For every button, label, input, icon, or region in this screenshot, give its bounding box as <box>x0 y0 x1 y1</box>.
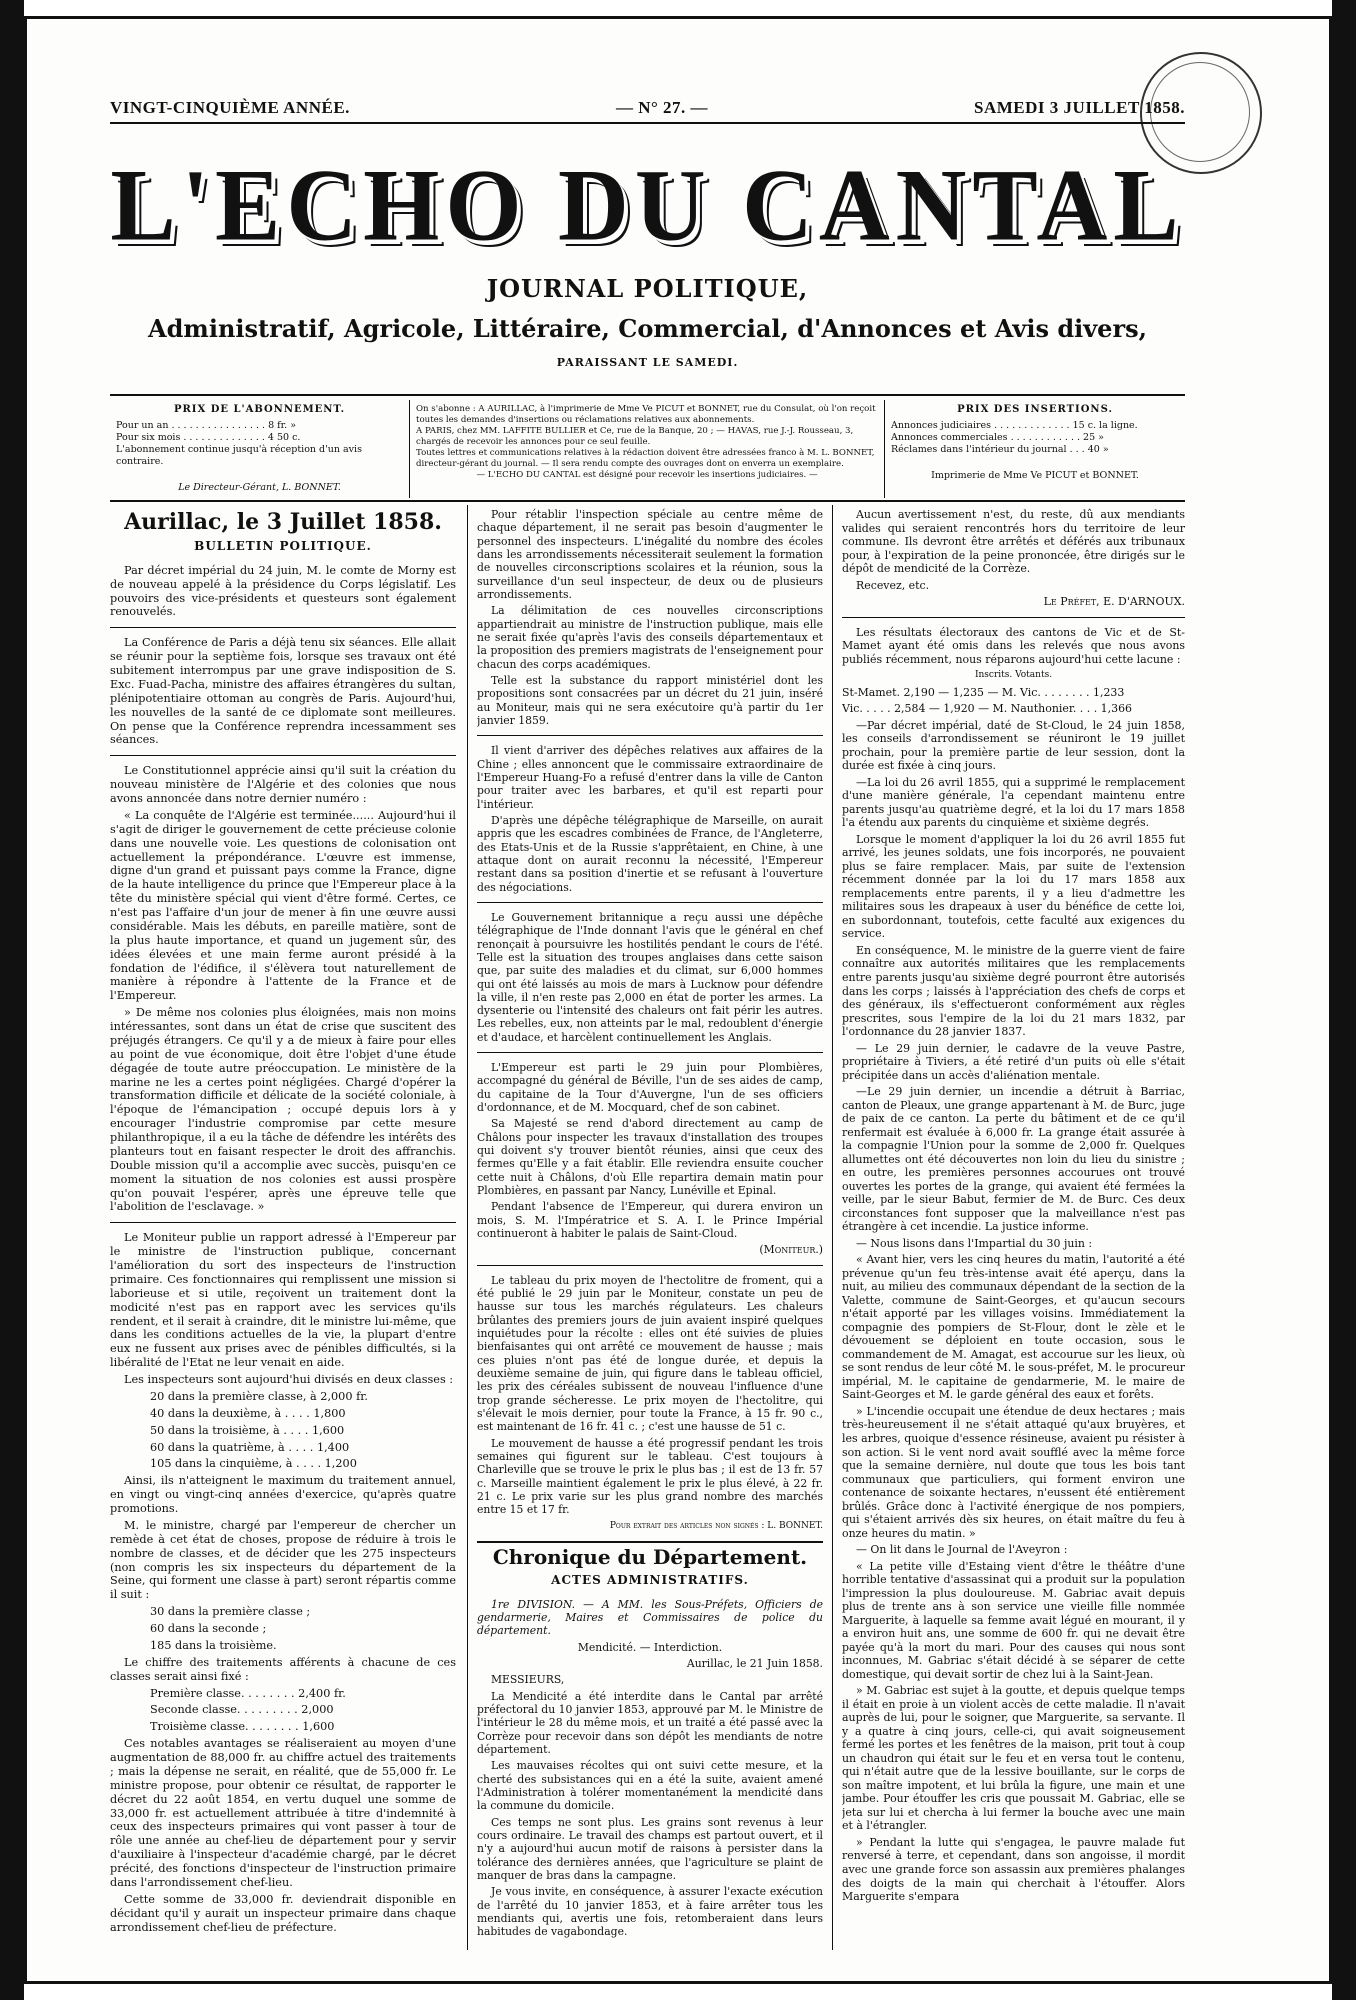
paragraph: Le mouvement de hausse a été progressif pendant les trois semaines qui figurent sur le tableau. C'est toujours à Charleville que se trouve le prix le plus bas ; il est de 13 fr. 57 c. Marseille maintient également le prix le plus élevé, à 22 fr. 21 c. Le prix varie sur les plus grand nombre des marchés entre 15 et 17 fr. <box>477 1436 823 1517</box>
subscription-line: L'abonnement continue jusqu'à réception d'un avis contraire. <box>116 444 362 467</box>
column-divider <box>832 505 833 1950</box>
paragraph: « La petite ville d'Estaing vient d'être le théâtre d'une horrible tentative d'assassinat qui a produit sur la population l'impression la plus douloureuse. M. Gabriac avait depuis plus de trente ans à son service une vieille fille nommée Marguerite, à laquelle sa femme avait légué en mourant, il y a environ huit ans, une somme de 600 fr. qui ne devait être payée qu'à la mort du mari. Pour des causes qui nous sont inconnues, M. Gabriac s'était décidé à se séparer de cette domestique, qui devait sortir de chez lui à la Saint-Jean. <box>842 1559 1185 1681</box>
paragraph: Je vous invite, en conséquence, à assurer l'exacte exécution de l'arrêté du 10 janvier 1853, et à faire arrêter tous les mendiants qui, avertis une fois, retomberaient dans leurs habitudes de vagabondage. <box>477 1885 823 1939</box>
list-item: 20 dans la première classe, à 2,000 fr. <box>150 1389 368 1403</box>
info-line: On s'abonne : A AURILLAC, à l'imprimerie de Mme Ve PICUT et BONNET, rue du Consulat, où l'on reçoit toutes les demandes d'insertions ou réclamations relatives aux abonnements. <box>416 404 876 425</box>
list-item: Seconde classe. . . . . . . . . 2,000 <box>150 1703 334 1717</box>
subscription-heading: PRIX DE L'ABONNEMENT. <box>173 404 346 415</box>
column-3 <box>842 508 1185 1907</box>
list-item: Première classe. . . . . . . . 2,400 fr. <box>150 1686 346 1700</box>
list-item: Troisième classe. . . . . . . . 1,600 <box>150 1720 335 1734</box>
masthead-frequency: PARAISSANT LE SAMEDI. <box>556 356 739 369</box>
separator <box>477 1541 823 1543</box>
paragraph: — On lit dans le Journal de l'Aveyron : <box>856 1543 1068 1557</box>
info-line: Toutes lettres et communications relatives à la rédaction doivent être adressées franco à M. L. BONNET, directeur-gérant du journal. — Il sera rendu compte des ouvrages dont on enverra un exemplaire. <box>416 448 875 469</box>
list-item: 40 dans la deuxième, à . . . . 1,800 <box>150 1406 346 1420</box>
insertions-line: Réclames dans l'intérieur du journal . . . 40 » <box>891 444 1109 455</box>
source-credit: Pour extrait des articles non signés : L. BONNET. <box>609 1520 823 1531</box>
manager-line: Le Directeur-Gérant, L. BONNET. <box>178 482 341 493</box>
masthead-tagline: Administratif, Agricole, Littéraire, Commercial, d'Annonces et Avis divers, <box>148 314 1147 343</box>
masthead-subtitle: JOURNAL POLITIQUE, <box>486 274 809 303</box>
paragraph: Le chiffre des traitements afférents à chacune de ces classes serait ainsi fixé : <box>110 1655 456 1683</box>
insertions-box <box>885 400 1185 498</box>
paragraph: Cette somme de 33,000 fr. deviendrait disponible en décidant qu'il y aurait un inspecteur primaire dans chaque arrondissement chef-lieu de préfecture. <box>110 1892 456 1934</box>
pricing-block <box>110 400 1185 498</box>
issue-number: — N° 27. — <box>615 98 709 117</box>
list-item: 30 dans la première classe ; <box>150 1605 311 1619</box>
paragraph: Les inspecteurs sont aujourd'hui divisés en deux classes : <box>124 1373 454 1386</box>
signature: Le Préfet, E. D'ARNOUX. <box>1043 595 1185 609</box>
edition-line <box>110 98 1185 118</box>
info-box <box>410 400 885 498</box>
insertions-line: Annonces commerciales . . . . . . . . . . . . 25 » <box>891 432 1104 443</box>
paragraph: Le tableau du prix moyen de l'hectolitre de froment, qui a été publié le 29 juin par le Moniteur, constate un peu de hausse sur tous les marchés régulateurs. Les chaleurs brûlantes des premiers jours de juin avaient inspiré quelques inquiétudes pour la récolte : elles ont été suivies de pluies bienfaisantes qui ont arrêté ce mouvement de hausse ; mais ces pluies n'ont pas été de longue durée, et depuis la deuxième semaine de juin, qui figure dans le tableau officiel, les prix des céréales subissent de nouveau l'influence d'une trop grande sécheresse. Le prix moyen de l'hectolitre, qui s'élevait le mois dernier, pour toute la France, à 15 fr. 90 c., est maintenant de 16 fr. 41 c. ; c'est une hausse de 51 c. <box>477 1273 823 1434</box>
paragraph: —La loi du 26 avril 1855, qui a supprimé le remplacement d'une manière générale, l'a cependant maintenu entre parents jusqu'au quatrième degré, et la loi du 17 mars 1858 l'a étendu aux parents du cinquième et sixième degrés. <box>842 775 1185 830</box>
list-item: 60 dans la seconde ; <box>150 1622 267 1635</box>
paragraph: Telle est la substance du rapport ministériel dont les propositions sont consacrées par un décret du 21 juin, inséré au Moniteur, mais qui ne sera exécutoire qu'à partir du 1er janvier 1859. <box>477 673 823 727</box>
masthead-title: L'ECHO DU CANTAL <box>110 149 1185 263</box>
circular-address: 1re DIVISION. — A MM. les Sous-Préfets, Officiers de gendarmerie, Maires et Commissaires de police du département. <box>477 1597 823 1638</box>
paragraph: Lorsque le moment d'appliquer la loi du 26 avril 1855 fut arrivé, les jeunes soldats, une fois incorporés, ne pouvaient plus se faire remplacer. Mais, par suite de l'extension récemment donnée par la loi du 17 mars 1858 aux remplacements entre parents, il y a lieu d'admettre les militaires sous les drapeaux à user du bénéfice de cette loi, en subordonnant, toutefois, cette faculté aux exigences du service. <box>842 832 1185 941</box>
paragraph: Les mauvaises récoltes qui ont suivi cette mesure, et la cherté des subsistances qui en a été la suite, avaient amené l'Administration à tolérer momentanément la mendicité dans la commune du domicile. <box>477 1759 823 1813</box>
column-2 <box>477 508 823 1942</box>
paragraph: Les résultats électoraux des cantons de Vic et de St-Mamet ayant été omis dans les relevés que nous avons publiés récemment, nous réparons aujourd'hui cette lacune : <box>842 625 1185 666</box>
subscription-box <box>110 400 410 498</box>
year-label: VINGT-CINQUIÈME ANNÉE. <box>110 98 350 117</box>
section-heading: ACTES ADMINISTRATIFS. <box>551 1573 749 1588</box>
paragraph: Recevez, etc. <box>856 578 930 592</box>
list-item: 60 dans la quatrième, à . . . . 1,400 <box>150 1440 350 1454</box>
column-divider <box>467 505 468 1950</box>
paragraph: — Nous lisons dans l'Impartial du 30 juin : <box>856 1236 1093 1250</box>
separator <box>477 1265 823 1266</box>
columns-top-rule <box>110 500 1185 502</box>
issue-date: SAMEDI 3 JUILLET 1858. <box>974 98 1185 117</box>
paragraph: Par décret impérial du 24 juin, M. le comte de Morny est de nouveau appelé à la présidence du Corps législatif. Les pouvoirs des vice-présidents et questeurs sont également renouvelés. <box>110 563 456 619</box>
left-margin-shadow <box>0 0 24 2000</box>
paragraph: La délimitation de ces nouvelles circonscriptions appartiendrait au ministre de l'instruction publique, mais elle ne serait fixée qu'après l'avis des conseils départementaux et la proposition des premiers magistrats de l'enseignement pour chacun des corps académiques. <box>477 604 823 671</box>
insertions-line: Annonces judiciaires . . . . . . . . . . . . . 15 c. la ligne. <box>891 420 1138 431</box>
paragraph: Le Gouvernement britannique a reçu aussi une dépêche télégraphique de l'Inde donnant l'avis que le général en chef renonçait à poursuivre les hostilités pendant le cours de l'été. Telle est la situation des troupes anglaises dans cette saison que, par suite des maladies et du climat, sur 6,000 hommes qui ont été laissés au mois de mars à Lucknow pour défendre la ville, il n'en reste pas 2,000 en état de porter les armes. La dysenterie ou l'intensité des chaleurs ont fait périr les autres. Les rebelles, eux, non atteints par le mal, redoublent d'énergie et d'audace, et harcèlent continuellement les Anglais. <box>477 910 823 1044</box>
paragraph: » M. Gabriac est sujet à la goutte, et depuis quelque temps il était en proie à un violent accès de cette maladie. Il n'avait auprès de lui, pour le soigner, que Marguerite, sa servante. Il y a quatre à cinq jours, celle-ci, qui avait soigneusement fermé les portes et les fenêtres de la maison, prit tout à coup un chaudron qui était sur le feu et en versa tout le contenu, qui n'était autre que de la lessive bouillante, sur le corps de son maître impotent, et lui brûla la figure, une main et une jambe. Pour étouffer les cris que poussait M. Gabriac, elle se jeta sur lui et chercha à lui fermer la bouche avec une main et à l'étrangler. <box>842 1684 1185 1833</box>
paragraph: » L'incendie occupait une étendue de deux hectares ; mais très-heureusement il ne s'était attaqué qu'aux bruyères, et les arbres, quoique d'essence résineuse, avaient pu résister à son action. Si le vent nord avait soufflé avec la même force que la semaine dernière, nul doute que tous les bois tant communaux que particuliers, qui forment environ une contenance de soixante hectares, n'eussent été entièrement brûlés. Grâce donc à l'activité énergique de nos pompiers, qui s'étaient arrivés dès six heures, on était maître du feu à onze heures du matin. » <box>842 1404 1185 1540</box>
paragraph: Le Moniteur publie un rapport adressé à l'Empereur par le ministre de l'instruction publique, concernant l'amélioration du sort des inspecteurs de l'instruction primaire. Ces fonctionnaires qui remplissent une mission si laborieuse et si utile, reçoivent un traitement dont la modicité n'est pas en rapport avec les services qu'ils rendent, et il serait à craindre, dit le ministre lui-même, que dans les conditions actuelles de la vie, la plupart d'entre eux ne fussent aux prises avec de pénibles difficultés, si la libéralité de l'Etat ne leur venait en aide. <box>110 1231 456 1370</box>
header-rule <box>110 394 1185 396</box>
dateline: Aurillac, le 3 Juillet 1858. <box>124 509 442 535</box>
paragraph: La Conférence de Paris a déjà tenu six séances. Elle allait se réunir pour la septième fois, lorsque ses travaux ont été subitement interrompus par une grave indisposition de S. Exc. Fuad-Pacha, ministre des affaires étrangères du sultan, plénipotentiaire ottoman au congrès de Paris. Aujourd'hui, les nouvelles de la santé de ce diplomate sont meilleures. On pense que la Conférence reprendra incessamment ses séances. <box>110 636 456 747</box>
salutation: MESSIEURS, <box>491 1673 565 1687</box>
subscription-line: Pour un an . . . . . . . . . . . . . . . . 8 fr. » <box>116 420 297 431</box>
printer-line: Imprimerie de Mme Ve PICUT et BONNET. <box>931 470 1139 481</box>
source-credit: (Moniteur.) <box>759 1243 823 1257</box>
paragraph: Pendant l'absence de l'Empereur, qui durera environ un mois, S. M. l'Impératrice et S. A. I. le Prince Impérial continueront à habiter le palais de Saint-Cloud. <box>477 1200 823 1241</box>
paragraph: Aucun avertissement n'est, du reste, dû aux mendiants valides qui seraient rencontrés hors du territoire de leur commune. Ils devront être arrêtés et déférés aux tribunaux pour, à l'expiration de la peine prononcée, être dirigés sur le dépôt de mendicité de la Corrèze. <box>842 508 1185 576</box>
paragraph: » De même nos colonies plus éloignées, mais non moins intéressantes, sont dans un état de crise que suscitent des préjugés étrangers. Ce qu'il y a de mieux à faire pour elles au point de vue économique, doit être l'objet d'une étude dégagée de toute autre préoccupation. Le ministère de la marine ne les a certes point négligées. Chargé d'opérer la transformation difficile et délicate de la société coloniale, à l'époque de l'émancipation ; occupé depuis lors à y encourager l'industrie compromise par cette mesure philanthropique, il a eu la tâche de défendre les intérêts des planteurs tout en faisant respecter le droit des affranchis. Double mission qu'il a accomplie avec succès, puisqu'en ce moment la situation de nos colonies est aussi prospère qu'on pouvait l'espérer, après une épreuve telle que l'abolition de l'esclavage. » <box>110 1006 456 1214</box>
paragraph: L'Empereur est parti le 29 juin pour Plombières, accompagné du général de Béville, l'un de ses aides de camp, du capitaine de la Tour d'Auvergne, l'un de ses officiers d'ordonnance, et de M. Mocquard, chef de son cabinet. <box>477 1061 823 1115</box>
info-line: A PARIS, chez MM. LAFFITE BULLIER et Ce, rue de la Banque, 20 ; — HAVAS, rue J.-J. Rousseau, 3, chargés de recevoir les annonces pour ce seul feuille. <box>416 426 854 447</box>
paragraph: » Pendant la lutte qui s'engagea, le pauvre malade fut renversé à terre, et cependant, dans son angoisse, il mordit avec une grande force son assassin aux premières phalanges des doigts de la main qui cherchait à l'étouffer. Alors Marguerite s'empara <box>842 1835 1185 1904</box>
list-item: 185 dans la troisième. <box>150 1638 277 1652</box>
top-rule <box>110 122 1185 124</box>
paragraph: D'après une dépêche télégraphique de Marseille, on aurait appris que les escadres combinées de France, de l'Angleterre, des Etats-Unis et de la Russie s'apprêtaient, en Chine, à une attaque dont on aurait reconnu la nécessité, l'Empereur restant dans sa position d'inertie et se refusant à l'ouverture des négociations. <box>477 813 823 894</box>
paragraph: —Par décret impérial, daté de St-Cloud, le 24 juin 1858, les conseils d'arrondissement se réuniront le 19 juillet prochain, pour la première partie de leur session, dont la durée est fixée à cinq jours. <box>842 718 1185 773</box>
paragraph: En conséquence, M. le ministre de la guerre vient de faire connaître aux autorités militaires que les remplacements entre parents jusqu'au sixième degré pourront être autorisés dans les corps ; laissés à l'appréciation des chefs de corps et des généraux, ils s'effectueront conformément aux règles prescrites, sous l'empire de la loi du 21 mars 1832, par l'ordonnance du 28 janvier 1837. <box>842 943 1185 1039</box>
paragraph: « Avant hier, vers les cinq heures du matin, l'autorité a été prévenue qu'un feu très-intense avait été aperçu, dans la nuit, au milieu des communaux dépendant de la section de la Valette, commune de Saint-Georges, et qu'aucun secours n'était apporté par les villages voisins. Immédiatement la compagnie des pompiers de St-Flour, dont le zèle et le dévouement se déploient en toute occasion, sous le commandement de M. Amagat, est accourue sur les lieux, où se sont rendus de leur côté M. le sous-préfet, M. le procureur impérial, M. le capitaine de gendarmerie, M. le maire de Saint-Georges et M. le garde général des eaux et forêts. <box>842 1253 1185 1402</box>
paragraph: « La conquête de l'Algérie est terminée...... Aujourd'hui il s'agit de diriger le gouvernement de cette précieuse colonie dans une nouvelle voie. Les questions de colonisation ont actuellement la prépondérance. L'œuvre est immense, digne d'un grand et puissant pays comme la France, digne de la haute intelligence du prince que l'Empereur place à la tête du ministère spécial qui vient d'être formé. Certes, ce n'est pas l'affaire d'un jour de mener à fin une œuvre aussi considérable. Mais les débuts, en pareille matière, sont de la plus haute importance, et quand un jugement sûr, des idées élevées et une main ferme auront présidé à la fondation de l'édifice, il s'élèvera tout naturellement de manière à répondre à l'attente de la France et de l'Empereur. <box>110 808 456 1003</box>
table-header: Inscrits. Votants. <box>974 670 1053 681</box>
paragraph: — Le 29 juin dernier, le cadavre de la veuve Pastre, propriétaire à Tiviers, a été retiré d'un puits où elle s'était précipitée dans un accès d'aliénation mentale. <box>842 1041 1185 1082</box>
separator <box>477 902 823 903</box>
paragraph: —Le 29 juin dernier, un incendie a détruit à Barriac, canton de Pleaux, une grange appartenant à M. de Burc, juge de paix de ce canton. La perte du bâtiment et de ce qu'il renfermait est évaluée à 6,000 fr. La grange était assurée à la compagnie l'Union pour la somme de 2,000 fr. Quelques allumettes ont été découvertes non loin du lieu du sinistre ; en outre, les premières personnes accourues ont trouvé ouvertes les portes de la grange, qui avaient été fermées la veille, par le sieur Babut, fermier de M. de Burc. Ces deux circonstances font supposer que la malveillance n'est pas étrangère à cet incendie. La justice informe. <box>842 1085 1185 1234</box>
list-item: 105 dans la cinquième, à . . . . 1,200 <box>150 1457 357 1471</box>
right-margin-shadow <box>1332 0 1356 2000</box>
separator <box>110 1222 456 1223</box>
paragraph: M. le ministre, chargé par l'empereur de chercher un remède à cet état de choses, propose de réduire à trois le nombre de classes, et de décider que les 275 inspecteurs (non compris les six inspecteurs du département de la Seine, qui forment une classe à part) seront répartis comme il suit : <box>110 1518 456 1602</box>
list-item: 50 dans la troisième, à . . . . 1,600 <box>150 1423 345 1437</box>
paragraph: Sa Majesté se rend d'abord directement au camp de Châlons pour inspecter les travaux d'installation des troupes qui doivent s'y trouver bientôt réunies, ainsi que ceux des fermes qu'Elle y a fait établir. Elle reviendra ensuite coucher cette nuit à Châlons, d'où Elle repartira demain matin pour Plombières, en passant par Nancy, Lunéville et Epinal. <box>477 1117 823 1198</box>
paragraph: Le Constitutionnel apprécie ainsi qu'il suit la création du nouveau ministère de l'Algérie et des colonies que nous avons annoncée dans notre dernier numéro : <box>110 764 456 805</box>
paragraph: Ainsi, ils n'atteignent le maximum du traitement annuel, en vingt ou vingt-cinq années d'exercice, qu'après quatre promotions. <box>110 1474 456 1515</box>
paragraph: Il vient d'arriver des dépêches relatives aux affaires de la Chine ; elles annoncent que le commissaire extraordinaire de l'Empereur Huang-Fo a refusé d'entrer dans la ville de Canton pour traiter avec les barbares, et qu'il est reparti pour l'intérieur. <box>477 744 823 811</box>
separator <box>477 1052 823 1053</box>
section-heading: BULLETIN POLITIQUE. <box>194 538 372 553</box>
paragraph: La Mendicité a été interdite dans le Cantal par arrêté préfectoral du 10 janvier 1853, approuvé par M. le Ministre de l'intérieur le 28 du même mois, et un traité a été passé avec la Corrèze pour recevoir dans son dépôt les mendiants de notre département. <box>477 1689 823 1756</box>
circular-subject: Mendicité. — Interdiction. <box>577 1640 723 1654</box>
separator <box>477 735 823 736</box>
insertions-heading: PRIX DES INSERTIONS. <box>957 404 1113 415</box>
circular-place: Aurillac, le 21 Juin 1858. <box>686 1656 823 1670</box>
subscription-line: Pour six mois . . . . . . . . . . . . . . 4 50 c. <box>116 432 301 443</box>
paragraph: Ces notables avantages se réaliseraient au moyen d'une augmentation de 88,000 fr. au chiffre actuel des traitements ; mais la dépense ne serait, en réalité, que de 55,000 fr. Le ministre propose, pour obtenir ce résultat, de rapporter le décret du 22 août 1854, en vertu duquel une somme de 33,000 fr. est actuellement attribuée à titre d'indemnité à ceux des inspecteurs primaires qui vont passer à tour de rôle une année au chef-lieu de département pour y servir d'auxiliaire à l'inspecteur d'académie chargé, par le décret précité, des fonctions d'inspecteur de l'instruction primaire dans l'arrondissement chef-lieu. <box>110 1737 456 1889</box>
table-row: Vic. . . . . 2,584 — 1,920 — M. Nauthonier. . . . 1,366 <box>842 702 1132 716</box>
paragraph: Ces temps ne sont plus. Les grains sont revenus à leur cours ordinaire. Le travail des champs est partout ouvert, et il n'y a aujourd'hui aucun motif de raisons à persister dans la tolérance des dernières années, que l'agriculture se plaint de manquer de bras dans la campagne. <box>477 1815 823 1882</box>
column-1 <box>110 508 456 1937</box>
paragraph: Pour rétablir l'inspection spéciale au centre même de chaque département, il ne serait pas besoin d'augmenter le personnel des inspecteurs. L'inégalité du nombre des écoles dans les arrondissements nécessiterait seulement la formation de nouvelles circonscriptions scolaires et la réunion, sous la surveillance d'un seul inspecteur, de deux ou de plusieurs arrondissements. <box>477 508 823 601</box>
separator <box>842 617 1185 618</box>
separator <box>110 755 456 756</box>
table-row: St-Mamet. 2,190 — 1,235 — M. Vic. . . . . . . . 1,233 <box>842 685 1125 699</box>
section-title: Chronique du Département. <box>492 1544 808 1569</box>
separator <box>110 627 456 628</box>
info-line: — L'ECHO DU CANTAL est désigné pour recevoir les insertions judiciaires. — <box>476 470 818 480</box>
